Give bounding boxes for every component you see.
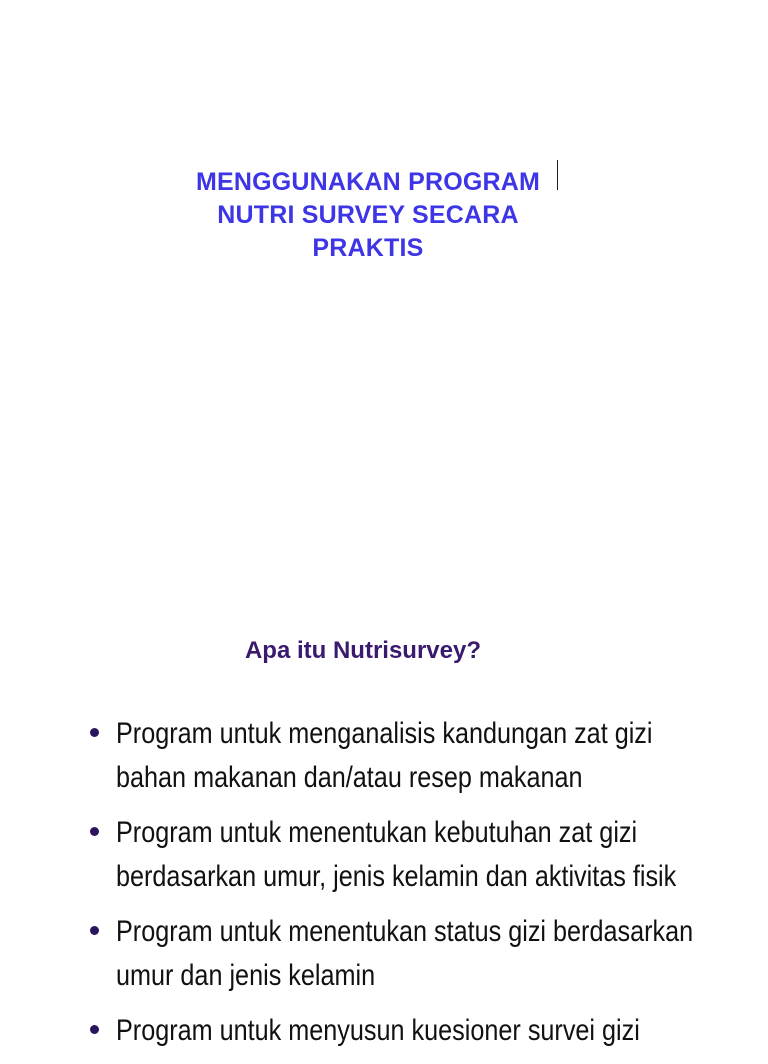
document-title: [168, 166, 568, 265]
bullet-line: bahan makanan dan/atau resep makanan: [116, 761, 583, 794]
bullet-item: [86, 712, 756, 800]
section-heading: Apa itu Nutrisurvey?: [244, 637, 482, 664]
text-cursor-mark: [557, 160, 558, 190]
bullet-text: [116, 1009, 754, 1053]
bullet-line: Program untuk menentukan kebutuhan zat gizi: [116, 816, 638, 849]
bullet-text: [116, 910, 754, 998]
bullet-text: [116, 712, 754, 800]
title-line: NUTRI SURVEY SECARA: [217, 201, 519, 229]
bullet-text: [116, 811, 754, 899]
bullet-line: Program untuk menyusun kuesioner survei gizi: [116, 1014, 640, 1047]
bullet-item: [86, 910, 756, 998]
title-line: PRAKTIS: [312, 234, 424, 262]
bullet-dot-icon: [90, 827, 99, 836]
bullet-dot-icon: [90, 728, 99, 737]
bullet-line: berdasarkan umur, jenis kelamin dan aktivitas fisik: [116, 860, 677, 893]
bullet-line: Program untuk menganalisis kandungan zat gizi: [116, 717, 653, 750]
bullet-line: umur dan jenis kelamin: [116, 959, 376, 992]
bullet-dot-icon: [90, 1025, 99, 1034]
bullet-list: [86, 712, 756, 1064]
bullet-item: [86, 811, 756, 899]
title-line: MENGGUNAKAN PROGRAM: [195, 168, 541, 196]
bullet-line: Program untuk menentukan status gizi berdasarkan: [116, 915, 694, 948]
bullet-item: [86, 1009, 756, 1053]
bullet-dot-icon: [90, 926, 99, 935]
